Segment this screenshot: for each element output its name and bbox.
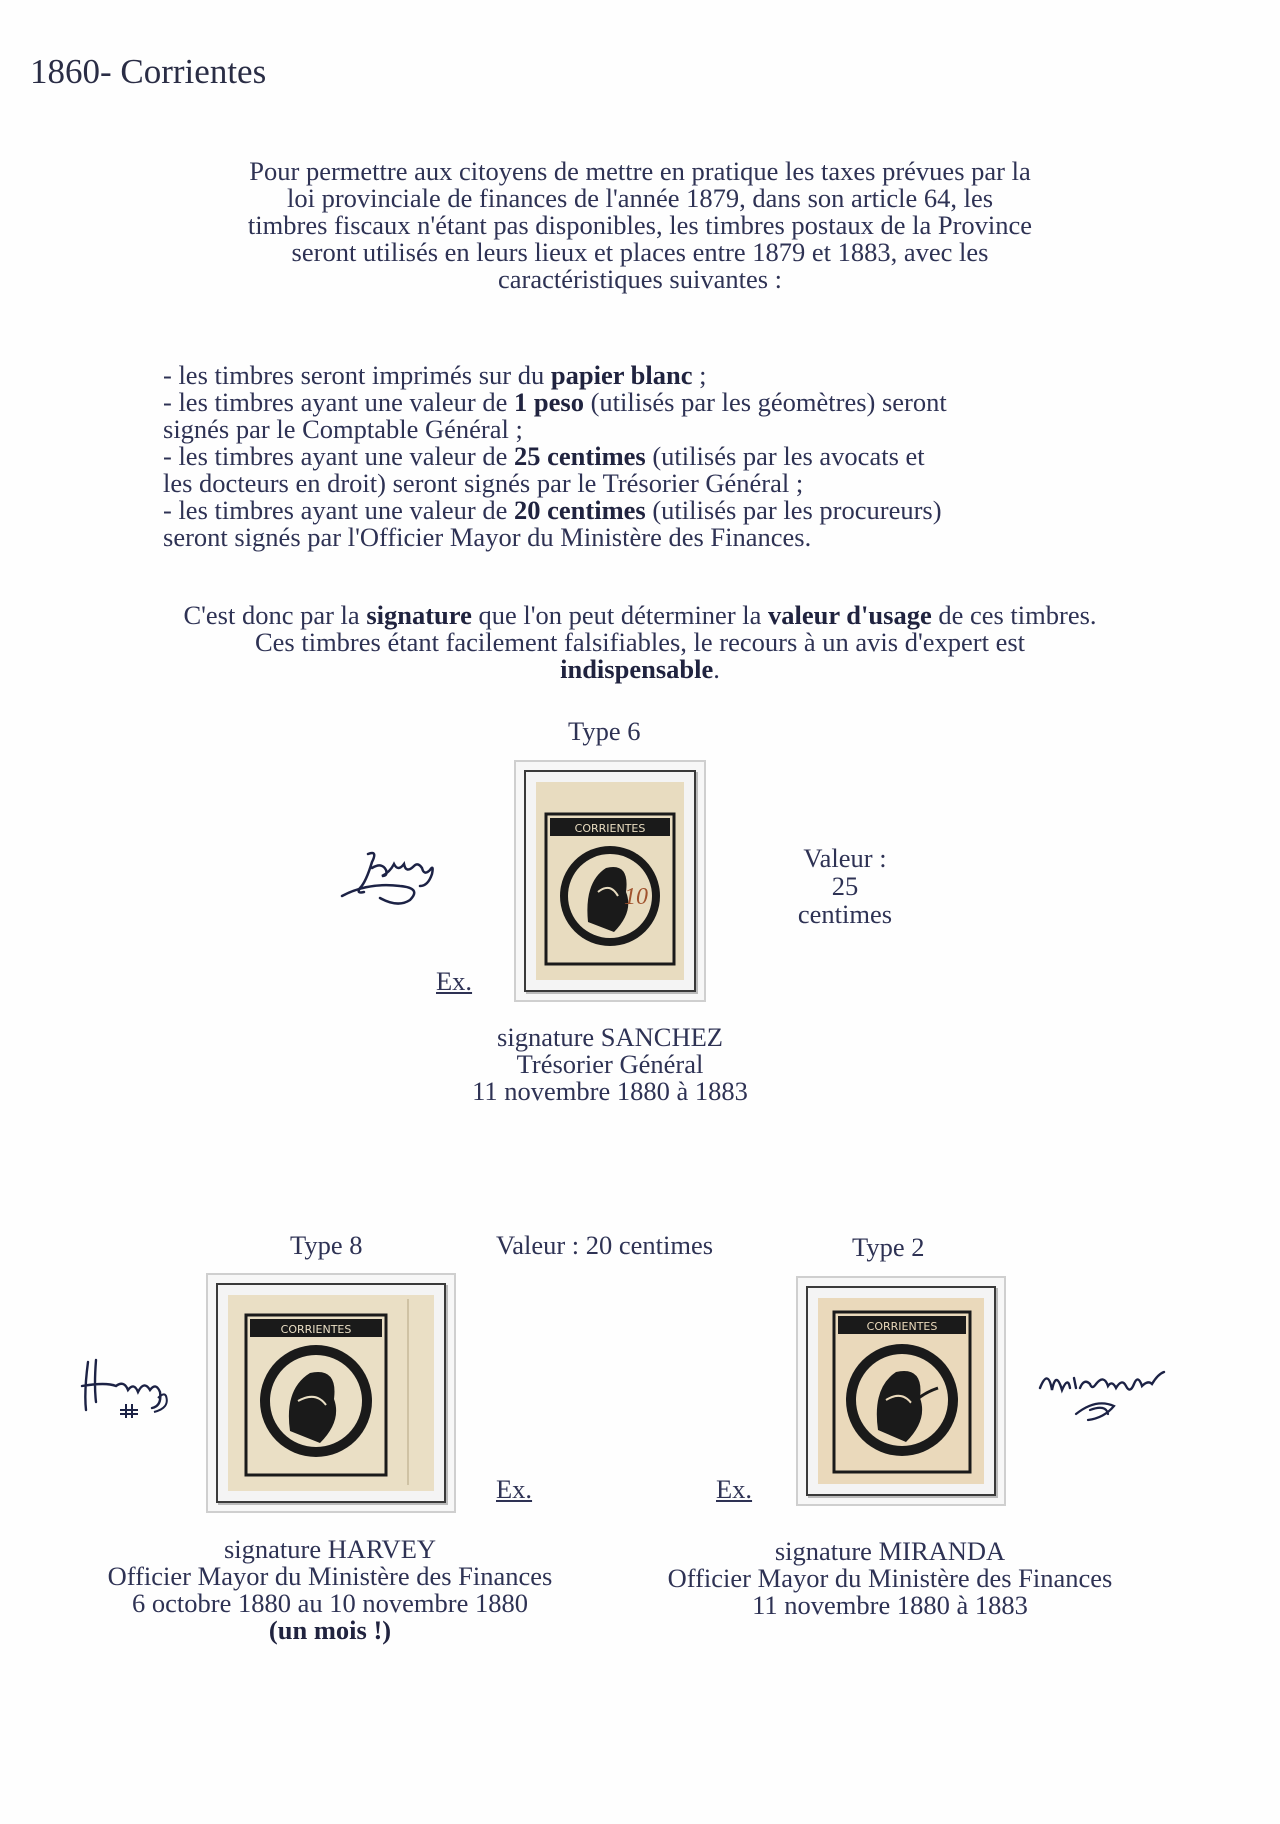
rule-item: - les timbres seront imprimés sur du papier blanc ; [163,360,707,390]
type6-valeur [780,844,910,928]
stamp-text: CORRIENTES [574,822,646,835]
rule-item: - les timbres ayant une valeur de 25 centimes (utilisés par les avocats et [163,441,925,471]
caption-line: signature SANCHEZ [497,1022,723,1052]
conclusion-paragraph [60,602,1220,683]
valeur-20-label: Valeur : 20 centimes [496,1230,714,1260]
caption-line: Trésorier Général [516,1049,704,1079]
type2-stamp-image [808,1288,994,1494]
type6-label: Type 6 [568,716,641,746]
type6-caption [410,1024,810,1105]
rules-list [163,362,1123,551]
stamp-text: CORRIENTES [280,1323,352,1336]
conclusion-line: C'est donc par la signature que l'on peut déterminer la valeur d'usage de ces timbres. [183,600,1097,630]
valeur-amount: 25 [831,871,859,901]
miranda-signature-icon [1034,1354,1174,1434]
intro-paragraph [150,158,1130,293]
stamp-text: CORRIENTES [866,1320,938,1333]
type2-stamp-mount [806,1286,996,1496]
caption-line: Officier Mayor du Ministère des Finances [107,1561,553,1591]
valeur-label: Valeur : [803,843,887,873]
type6-stamp-mount [524,770,696,992]
intro-line: seront utilisés en leurs lieux et places entre 1879 et 1883, avec les [291,237,989,267]
conclusion-line: Ces timbres étant facilement falsifiables, le recours à un avis d'expert est [254,627,1026,657]
caption-line: 11 novembre 1880 à 1883 [472,1076,748,1106]
caption-line: signature MIRANDA [774,1536,1006,1566]
caption-line: signature HARVEY [223,1534,437,1564]
intro-line: timbres fiscaux n'étant pas disponibles, les timbres postaux de la Province [247,210,1033,240]
type2-ex-label: Ex. [716,1474,753,1504]
rule-item: - les timbres ayant une valeur de 1 peso (utilisés par les géomètres) seront [163,387,947,417]
type6-ex-label: Ex. [436,966,473,996]
caption-line: (un mois !) [268,1615,392,1645]
valeur-unit: centimes [797,899,893,929]
sanchez-signature-icon [338,842,454,912]
svg-text:10: 10 [624,884,648,910]
caption-line: 6 octobre 1880 au 10 novembre 1880 [132,1588,528,1618]
rule-item-cont: signés par le Comptable Général ; [163,414,523,444]
caption-line: 11 novembre 1880 à 1883 [752,1590,1028,1620]
intro-line: caractéristiques suivantes : [497,264,783,294]
type8-stamp-image [218,1285,444,1501]
rule-item: - les timbres ayant une valeur de 20 centimes (utilisés par les procureurs) [163,495,942,525]
type6-stamp-image [526,772,694,990]
type2-label: Type 2 [852,1232,925,1262]
page-title: 1860- Corrientes [30,52,267,91]
intro-line: loi provinciale de finances de l'année 1879, dans son article 64, les [286,183,994,213]
type8-stamp-mount [216,1283,446,1503]
rule-item-cont: seront signés par l'Officier Mayor du Ministère des Finances. [163,522,812,552]
type2-caption [620,1538,1160,1619]
type8-caption [60,1536,600,1644]
conclusion-line: indispensable. [560,654,720,684]
rule-item-cont: les docteurs en droit) seront signés par le Trésorier Général ; [163,468,804,498]
type8-ex-label: Ex. [496,1474,533,1504]
intro-line: Pour permettre aux citoyens de mettre en pratique les taxes prévues par la [249,156,1031,186]
caption-line: Officier Mayor du Ministère des Finances [667,1563,1113,1593]
harvey-signature-icon [76,1352,176,1428]
type8-label: Type 8 [290,1230,363,1260]
